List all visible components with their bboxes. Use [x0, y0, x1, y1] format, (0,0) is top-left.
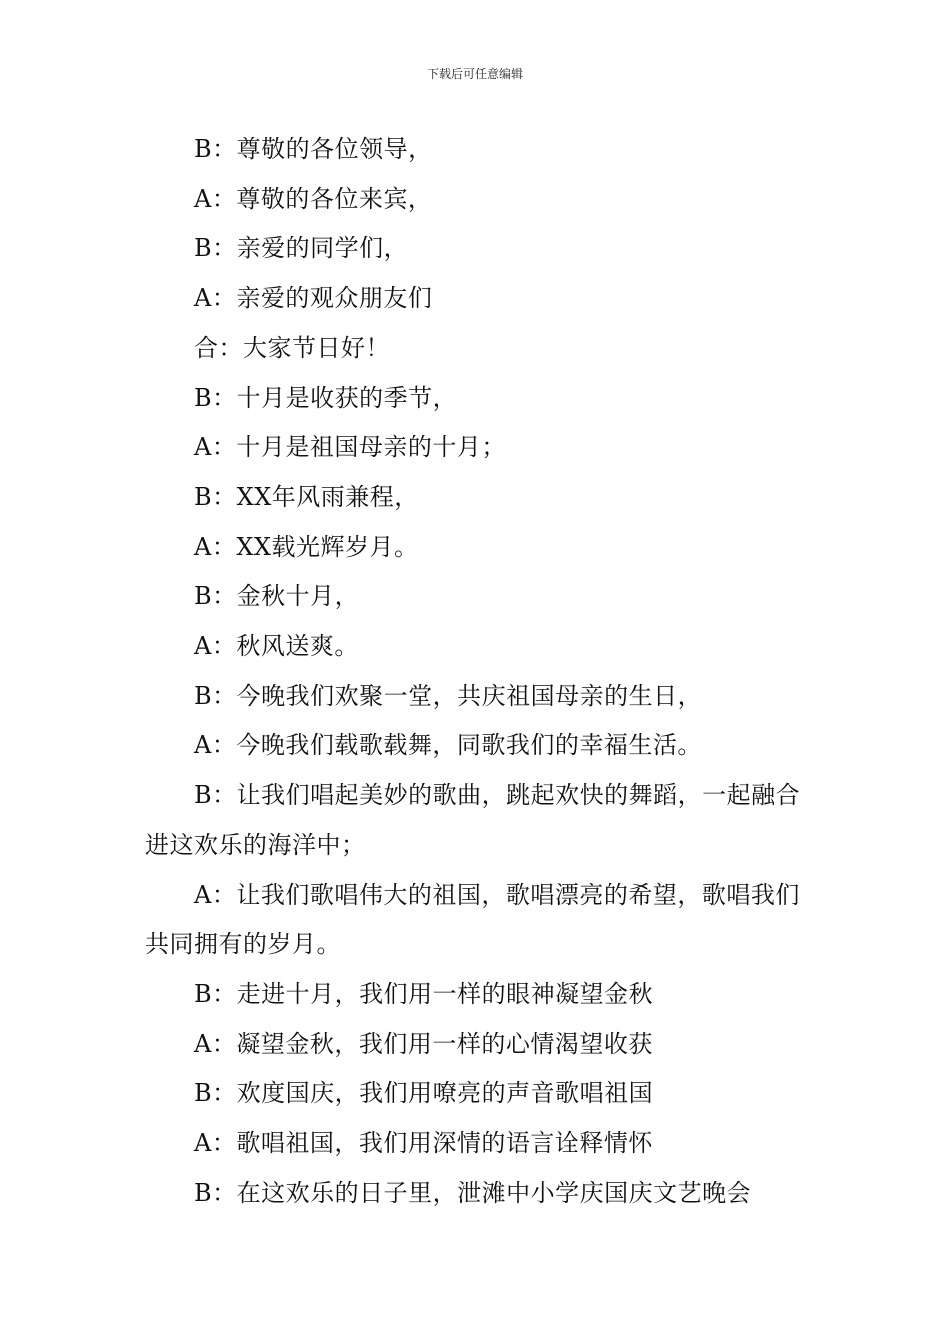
paragraph: A：秋风送爽。	[194, 632, 359, 661]
paragraph: B：XX年风雨兼程，	[194, 482, 419, 511]
paragraph: A：让我们歌唱伟大的祖国，歌唱漂亮的希望，歌唱我们共同拥有的岁月。	[145, 880, 800, 959]
paragraph: B：今晚我们欢聚一堂，共庆祖国母亲的生日，	[194, 681, 703, 710]
paragraph: B：亲爱的同学们，	[194, 234, 409, 263]
paragraph: A：今晚我们载歌载舞，同歌我们的幸福生活。	[194, 731, 702, 760]
paragraph: A：凝望金秋，我们用一样的心情渴望收获	[194, 1029, 653, 1058]
document-body	[145, 125, 810, 1218]
paragraph: A：歌唱祖国，我们用深情的语言诠释情怀	[194, 1129, 653, 1158]
paragraph: 合：大家节日好！	[194, 333, 390, 362]
paragraph: B：尊敬的各位领导，	[194, 135, 433, 163]
paragraph: B：欢度国庆，我们用嘹亮的声音歌唱祖国	[194, 1079, 654, 1108]
paragraph: A：尊敬的各位来宾，	[194, 184, 433, 213]
paragraph: B：金秋十月，	[194, 582, 360, 611]
paragraph: A：亲爱的观众朋友们	[194, 284, 433, 313]
paragraph: B：让我们唱起美妙的歌曲，跳起欢快的舞蹈，一起融合进这欢乐的海洋中；	[145, 781, 801, 859]
paragraph: B：在这欢乐的日子里，泄滩中小学庆国庆文艺晚会	[194, 1178, 752, 1207]
paragraph: A：十月是祖国母亲的十月；	[194, 433, 506, 462]
paragraph: B：走进十月，我们用一样的眼神凝望金秋	[194, 979, 654, 1008]
paragraph: A：XX载光辉岁月。	[194, 532, 419, 561]
paragraph: B：十月是收获的季节，	[194, 383, 458, 412]
page-header: 下载后可任意编辑	[426, 67, 523, 81]
